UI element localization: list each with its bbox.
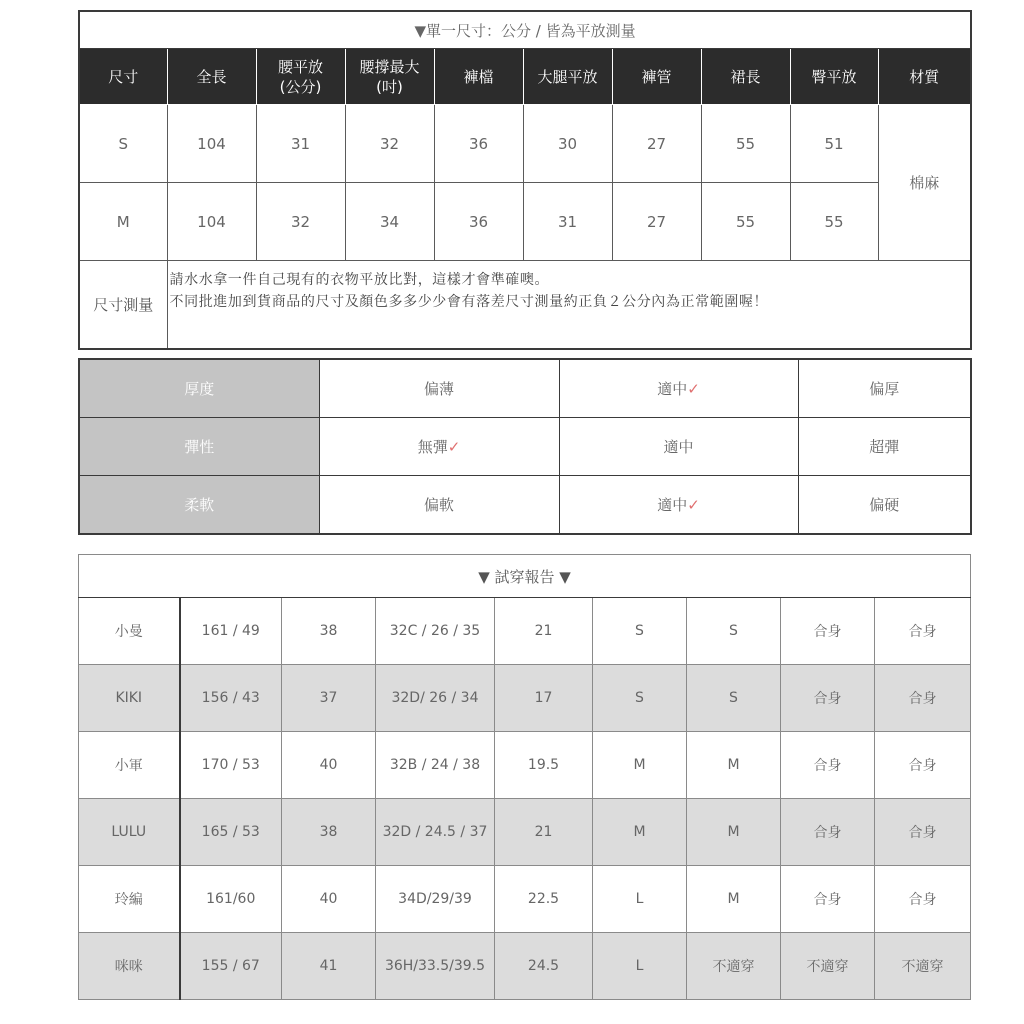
try-on-cell: 40 <box>282 866 376 933</box>
try-on-cell: 40 <box>282 732 376 799</box>
try-on-cell: 34D/29/39 <box>376 866 495 933</box>
header-material: 材質 <box>878 49 971 105</box>
try-on-cell: 合身 <box>875 598 971 665</box>
try-on-cell: L <box>593 933 687 1000</box>
try-on-cell: M <box>593 732 687 799</box>
feel-option-text: 偏硬 <box>869 496 900 514</box>
fabric-feel-table <box>78 358 972 535</box>
tester-name: 小曼 <box>79 598 180 665</box>
size-cell: 55 <box>790 183 878 261</box>
size-row-m <box>79 183 971 261</box>
header-waist-max: 腰撐最大 (吋) <box>345 49 434 105</box>
size-cell: 55 <box>701 183 790 261</box>
try-on-cell: 合身 <box>781 799 875 866</box>
try-on-cell: 合身 <box>875 665 971 732</box>
try-on-cell: 32B / 24 / 38 <box>376 732 495 799</box>
try-on-cell: 21 <box>495 598 593 665</box>
check-mark-icon: ✓ <box>687 496 700 514</box>
note-line: 請水水拿一件自己現有的衣物平放比對，這樣才會準確噢。 <box>169 272 550 288</box>
size-cell: 32 <box>256 183 345 261</box>
try-on-cell: 161/60 <box>180 866 282 933</box>
try-on-cell: 19.5 <box>495 732 593 799</box>
size-cell: 51 <box>790 105 878 183</box>
feel-option-text: 偏厚 <box>869 380 900 398</box>
size-cell: 55 <box>701 105 790 183</box>
try-on-cell: M <box>687 866 781 933</box>
feel-option-text: 無彈 <box>417 438 448 456</box>
feel-option-text: 偏薄 <box>423 380 454 398</box>
try-on-row <box>79 866 971 933</box>
try-on-cell: 17 <box>495 665 593 732</box>
try-on-cell: 不適穿 <box>687 933 781 1000</box>
try-on-cell: 合身 <box>781 732 875 799</box>
try-on-cell: 38 <box>282 799 376 866</box>
feel-option-text: 適中 <box>657 380 688 398</box>
size-cell: 104 <box>167 105 256 183</box>
feel-option <box>319 359 559 418</box>
size-cell: 36 <box>434 105 523 183</box>
size-cell: S <box>79 105 167 183</box>
feel-option-text: 偏軟 <box>423 496 454 514</box>
feel-option <box>798 359 971 418</box>
try-on-cell: 41 <box>282 933 376 1000</box>
tester-name: 玲編 <box>79 866 180 933</box>
try-on-cell: 32D / 24.5 / 37 <box>376 799 495 866</box>
feel-option <box>559 476 798 535</box>
feel-row <box>79 476 971 535</box>
feel-option-text: 適中 <box>663 438 694 456</box>
try-on-row <box>79 799 971 866</box>
feel-label: 彈性 <box>79 418 319 476</box>
try-on-report-table <box>78 554 971 1000</box>
header-rise: 褲檔 <box>434 49 523 105</box>
try-on-cell: 合身 <box>875 866 971 933</box>
try-on-cell: M <box>593 799 687 866</box>
check-mark-icon: ✓ <box>687 380 700 398</box>
material-cell: 棉麻 <box>878 105 971 261</box>
try-on-cell: 不適穿 <box>781 933 875 1000</box>
try-on-cell: 24.5 <box>495 933 593 1000</box>
try-on-cell: M <box>687 799 781 866</box>
size-chart-caption: ▼單一尺寸：公分 / 皆為平放測量 <box>79 11 971 49</box>
try-on-cell: 合身 <box>781 665 875 732</box>
feel-label: 厚度 <box>79 359 319 418</box>
try-on-cell: S <box>593 665 687 732</box>
tester-name: 咪咪 <box>79 933 180 1000</box>
try-on-cell: S <box>687 665 781 732</box>
size-cell: 30 <box>523 105 612 183</box>
header-waist-flat: 腰平放 (公分) <box>256 49 345 105</box>
header-thigh: 大腿平放 <box>523 49 612 105</box>
size-cell: 31 <box>523 183 612 261</box>
try-on-cell: 161 / 49 <box>180 598 282 665</box>
try-on-cell: 165 / 53 <box>180 799 282 866</box>
feel-row <box>79 418 971 476</box>
try-on-cell: 170 / 53 <box>180 732 282 799</box>
size-cell: 31 <box>256 105 345 183</box>
try-on-cell: 22.5 <box>495 866 593 933</box>
measurement-note-label: 尺寸測量 <box>79 261 167 350</box>
header-hip-flat: 臀平放 <box>790 49 878 105</box>
header-skirt-length: 裙長 <box>701 49 790 105</box>
feel-label: 柔軟 <box>79 476 319 535</box>
try-on-cell: 156 / 43 <box>180 665 282 732</box>
try-on-cell: 合身 <box>781 598 875 665</box>
try-on-cell: L <box>593 866 687 933</box>
try-on-cell: S <box>687 598 781 665</box>
feel-option-text: 超彈 <box>869 438 900 456</box>
try-on-cell: 155 / 67 <box>180 933 282 1000</box>
size-cell: 104 <box>167 183 256 261</box>
try-on-cell: 不適穿 <box>875 933 971 1000</box>
try-on-row <box>79 598 971 665</box>
feel-row <box>79 359 971 418</box>
tester-name: LULU <box>79 799 180 866</box>
try-on-row <box>79 732 971 799</box>
feel-option <box>319 418 559 476</box>
try-on-cell: 38 <box>282 598 376 665</box>
measurement-note-text <box>167 261 971 350</box>
try-on-cell: 32D/ 26 / 34 <box>376 665 495 732</box>
tester-name: KIKI <box>79 665 180 732</box>
feel-option <box>559 359 798 418</box>
try-on-cell: 21 <box>495 799 593 866</box>
note-line: 不同批進加到貨商品的尺寸及顏色多多少少會有落差尺寸測量約正負２公分內為正常範圍喔！ <box>169 294 769 310</box>
feel-option <box>559 418 798 476</box>
size-cell: 27 <box>612 105 701 183</box>
feel-option-text: 適中 <box>657 496 688 514</box>
feel-option <box>319 476 559 535</box>
try-on-cell: M <box>687 732 781 799</box>
size-cell: 27 <box>612 183 701 261</box>
check-mark-icon: ✓ <box>447 438 461 456</box>
size-cell: 34 <box>345 183 434 261</box>
tester-name: 小軍 <box>79 732 180 799</box>
try-on-cell: 37 <box>282 665 376 732</box>
try-on-caption: ▼ 試穿報告 ▼ <box>79 555 971 598</box>
try-on-row <box>79 665 971 732</box>
size-cell: M <box>79 183 167 261</box>
feel-option <box>798 476 971 535</box>
try-on-row <box>79 933 971 1000</box>
try-on-cell: 合身 <box>875 799 971 866</box>
feel-option <box>798 418 971 476</box>
try-on-cell: 合身 <box>781 866 875 933</box>
size-chart-header-row <box>79 49 971 105</box>
measurement-note-row <box>79 261 971 350</box>
size-cell: 32 <box>345 105 434 183</box>
try-on-cell: 36H/33.5/39.5 <box>376 933 495 1000</box>
header-length: 全長 <box>167 49 256 105</box>
try-on-cell: 合身 <box>875 732 971 799</box>
header-size: 尺寸 <box>79 49 167 105</box>
size-chart-table <box>78 10 972 350</box>
size-row-s <box>79 105 971 183</box>
try-on-cell: S <box>593 598 687 665</box>
size-cell: 36 <box>434 183 523 261</box>
try-on-cell: 32C / 26 / 35 <box>376 598 495 665</box>
header-leg-opening: 褲管 <box>612 49 701 105</box>
